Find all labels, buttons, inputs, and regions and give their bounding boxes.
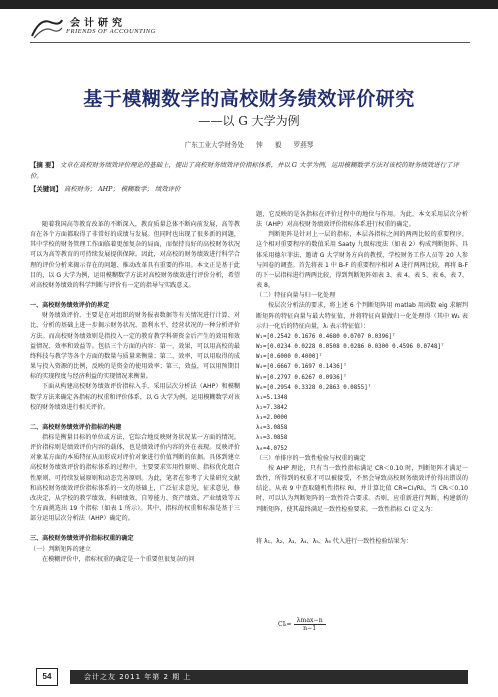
abstract-text: 文章在高校财务绩效评价理论的基础上，提出了高校财务绩效评价指标体系，并以 G 大学为例，运用模糊数学方法对该校的财务绩效进行了评价。 (30, 161, 459, 180)
eigenvalue-list (256, 393, 468, 454)
eigenvector-list (256, 332, 468, 393)
eigenvector: W₄=[0.6667 0.1697 0.1436]ᵀ (256, 364, 347, 371)
eigenvalue: λ₄=3.0858 (256, 425, 288, 432)
eigenvalue: λ₃=2.0000 (256, 415, 288, 422)
right-paragraph-2: 判断矩阵是针对上一层的指标，本层各指标之间的两两比较的重要程序，这个相对重要程序的数值采用 Saaty 九级标度法（如表 2）构成判断矩阵。具体采用德尔菲法，邀请 G 大学财务方向的教授、学校财务工作人员等 20 人参与问卷的调查。首先将表 1 中 B-F 的重要程序相对 A 进行两两比较，再将 B-F 的下一层指标进行两两比较，得到判断矩阵如表 3、表 4、表 5、表 6、表 7、表 8。 (256, 231, 468, 290)
abstract-paragraph (30, 160, 470, 181)
article-subtitle: ——以 G 大学为例 (198, 114, 300, 128)
eigenvector: W₁=[0.2542 0.1676 0.4680 0.0707 0.0396]ᵀ (256, 333, 396, 340)
section-3-paragraph: 在模糊评价中，指标权重的确定是一个重要但很复杂的问 (42, 555, 195, 563)
page-number: 54 (36, 668, 58, 686)
section-1-heading: 一、高校财务绩效评价的界定 (30, 302, 110, 310)
right-paragraph-1: 题，它反映的是各指标在评价过程中的地位与作用。为此，本文采用层次分析法（AHP）对高校财务绩效评价指标体系进行权重的确定。 (256, 211, 468, 229)
keywords-text: 高校财务； AHP； 模糊数学； 绩效评价 (64, 185, 181, 193)
eigenvector: W₂=[0.0234 0.0228 0.0508 0.0286 0.0300 0.4596 0.0748]ᵀ (256, 344, 445, 351)
eigenvalue: λ₁=5.1348 (256, 394, 288, 401)
right-column (256, 210, 468, 547)
eigenvector: W₆=[0.2954 0.3328 0.2863 0.0855]ᵀ (256, 384, 372, 391)
left-column (30, 220, 240, 565)
journal-logo-icon (30, 16, 64, 40)
eigenvector: W₅=[0.2797 0.6267 0.0936]ᵀ (256, 374, 347, 381)
page-footer (0, 667, 498, 689)
subsection-2-heading: （二）特征向量与归一化处理 (256, 292, 336, 300)
journal-name-en: FRIENDS OF ACCOUNTING (66, 28, 156, 35)
section-1-paragraph-2: 下面从构建高校财务绩效评价指标入手，采用层次分析法（AHP）和模糊数学方法来确定各指标的权重和评价体系，以 G 大学为例，运用模糊数学对该校的财务绩效进行相关评价。 (30, 383, 240, 411)
eigenvalue: λ₂=7.3842 (256, 404, 288, 411)
ci-formula (278, 617, 326, 632)
eigenvalue: λ₅=3.0858 (256, 435, 288, 442)
formula-denominator: n−1 (303, 625, 317, 632)
abstract-label: 【摘 要】 (30, 161, 58, 169)
article-authors: 广东工业大学财务处 钟 毅 罗燕琴 (184, 141, 314, 149)
formula-numerator: λmax−n (294, 617, 326, 625)
section-2-paragraph: 指标是衡量目标的单位或方法，它综合地反映财务状况某一方面的情况。评价指标则是绩效评价内容的载体，也是绩效评价内容的外在表现。反映评价对象某方面的本质特征从而形成对评价对象进行价值判断的依据。具体到建立高校财务绩效评价的指标体系的过程中，主要要求实用性原则、指标优化组合性原则、可持续发展原则和动态完善原则。为此，笔者在参考了大量研究文献和高校财务绩效评价指标体系的一文的基础上，广泛征求意见，征求意见，修改决定，从学校的教学绩效、科研绩效、自筹能力、资产绩效、产业绩效等五个方面挑选出 19 个指标（如表 1 所示）。其中，指标的权重和标准是基于三部分运用层次分析法（AHP）确定的。 (30, 433, 240, 523)
section-3-subheading: （一）判断矩阵的建立 (30, 545, 91, 553)
keywords-paragraph (30, 184, 470, 195)
journal-header (0, 0, 498, 46)
section-2-heading: 二、高校财务绩效评价指标的构建 (30, 423, 122, 431)
section-3-heading: 三、高校财务绩效评价指标权重的确定 (30, 535, 134, 543)
header-divider (30, 42, 470, 43)
subsection-3-heading: （三）单排序的一致性检验与权重的确定 (256, 454, 366, 462)
abstract-block (30, 160, 470, 198)
keywords-label: 【关键词】 (30, 185, 62, 193)
right-paragraph-3: 按层次分析法的要求，将上述 6 个判断矩阵用 matlab 用函数 eig 求解判断矩阵的特征向量与最大特征值，并将特征向量做归一化处理得（其中 W₁ 表示归一化后的特征向量，λᵢ 表示特征值）： (256, 302, 468, 330)
article-title: 基于模糊数学的高校财务绩效评价研究 (83, 88, 415, 110)
right-paragraph-4: 按 AHP 理论，只有当一致性指标满足 CR＜0.10 时，判断矩阵才满足一致性，所得到的权重才可以被接受，不然会导致高校财务绩效评价得出错误的结论。从表 9 中查取随机性指标 RI，并计算比值 CR=CIᵢ/RIᵢ，当 CRᵢ＜0.10 时，可以认为判断矩阵的一致性符合要求。否则，应重新进行判断，构建新的判断矩阵，使其最终满足一致性检验要求。一致性指标 CI 定义为： (256, 464, 468, 513)
eigenvalue: λ₆=4.0752 (256, 445, 288, 452)
header-band (0, 0, 498, 9)
eigenvector: W₃=[0.6000 0.4000]ᵀ (256, 354, 323, 361)
journal-name-cn: 会计研究 (70, 18, 126, 29)
section-1-paragraph-1: 财务绩效评价，主要是在对组织的财务报表数据等有关情况进行计算、对比、分析的基础上进一步揭示财务状况、盈利水平、经营状况的一种分析评价方法。而高校财务绩效则是指投入一定的教育教学科研资金后产生的效用和效益情况、效率和效益等。包括三个方面的内容：第一，效果，可以用高校的最终科技与教学等各个方面的数量与质量来衡量；第二，效率，可以用取得的成果与投入资源的比例，反映的是资金的使用效率；第三，效益，可以用预期目标的实现程度与经济利益的实现情况来衡量。 (30, 312, 240, 381)
formula-lhs: CIᵢ= (278, 621, 292, 628)
intro-paragraph: 随着我国高等教育改革的不断深入，教育质量总体不断向前发展，高等教育在各个方面都取得了非常好的成绩与发展。但同时也出现了很多新的问题，其中学校的财务管理工作面临着更加复杂的局面，而保持良好的高校财务状况可以为高等教育的可持续发展提供保障。因此，对高校的财务绩效进行科学合理的评价分析来揭示存在的问题、推动改革具有重要的作用。本文正是基于此目的，以 G 大学为例，运用模糊数学方法对高校财务绩效进行评价分析，希望对高校财务绩效的科学判断与评价有一定的指导与实践意义。 (30, 221, 240, 289)
journal-issue: 会计之友 2011 年第 2 期 上 (84, 673, 192, 681)
right-paragraph-5: 将 λ₁、λ₂、λ₃、λ₄、λ₅、λ₆ 代入进行一致性检验结果为： (256, 537, 412, 545)
formula-fraction (294, 617, 326, 632)
